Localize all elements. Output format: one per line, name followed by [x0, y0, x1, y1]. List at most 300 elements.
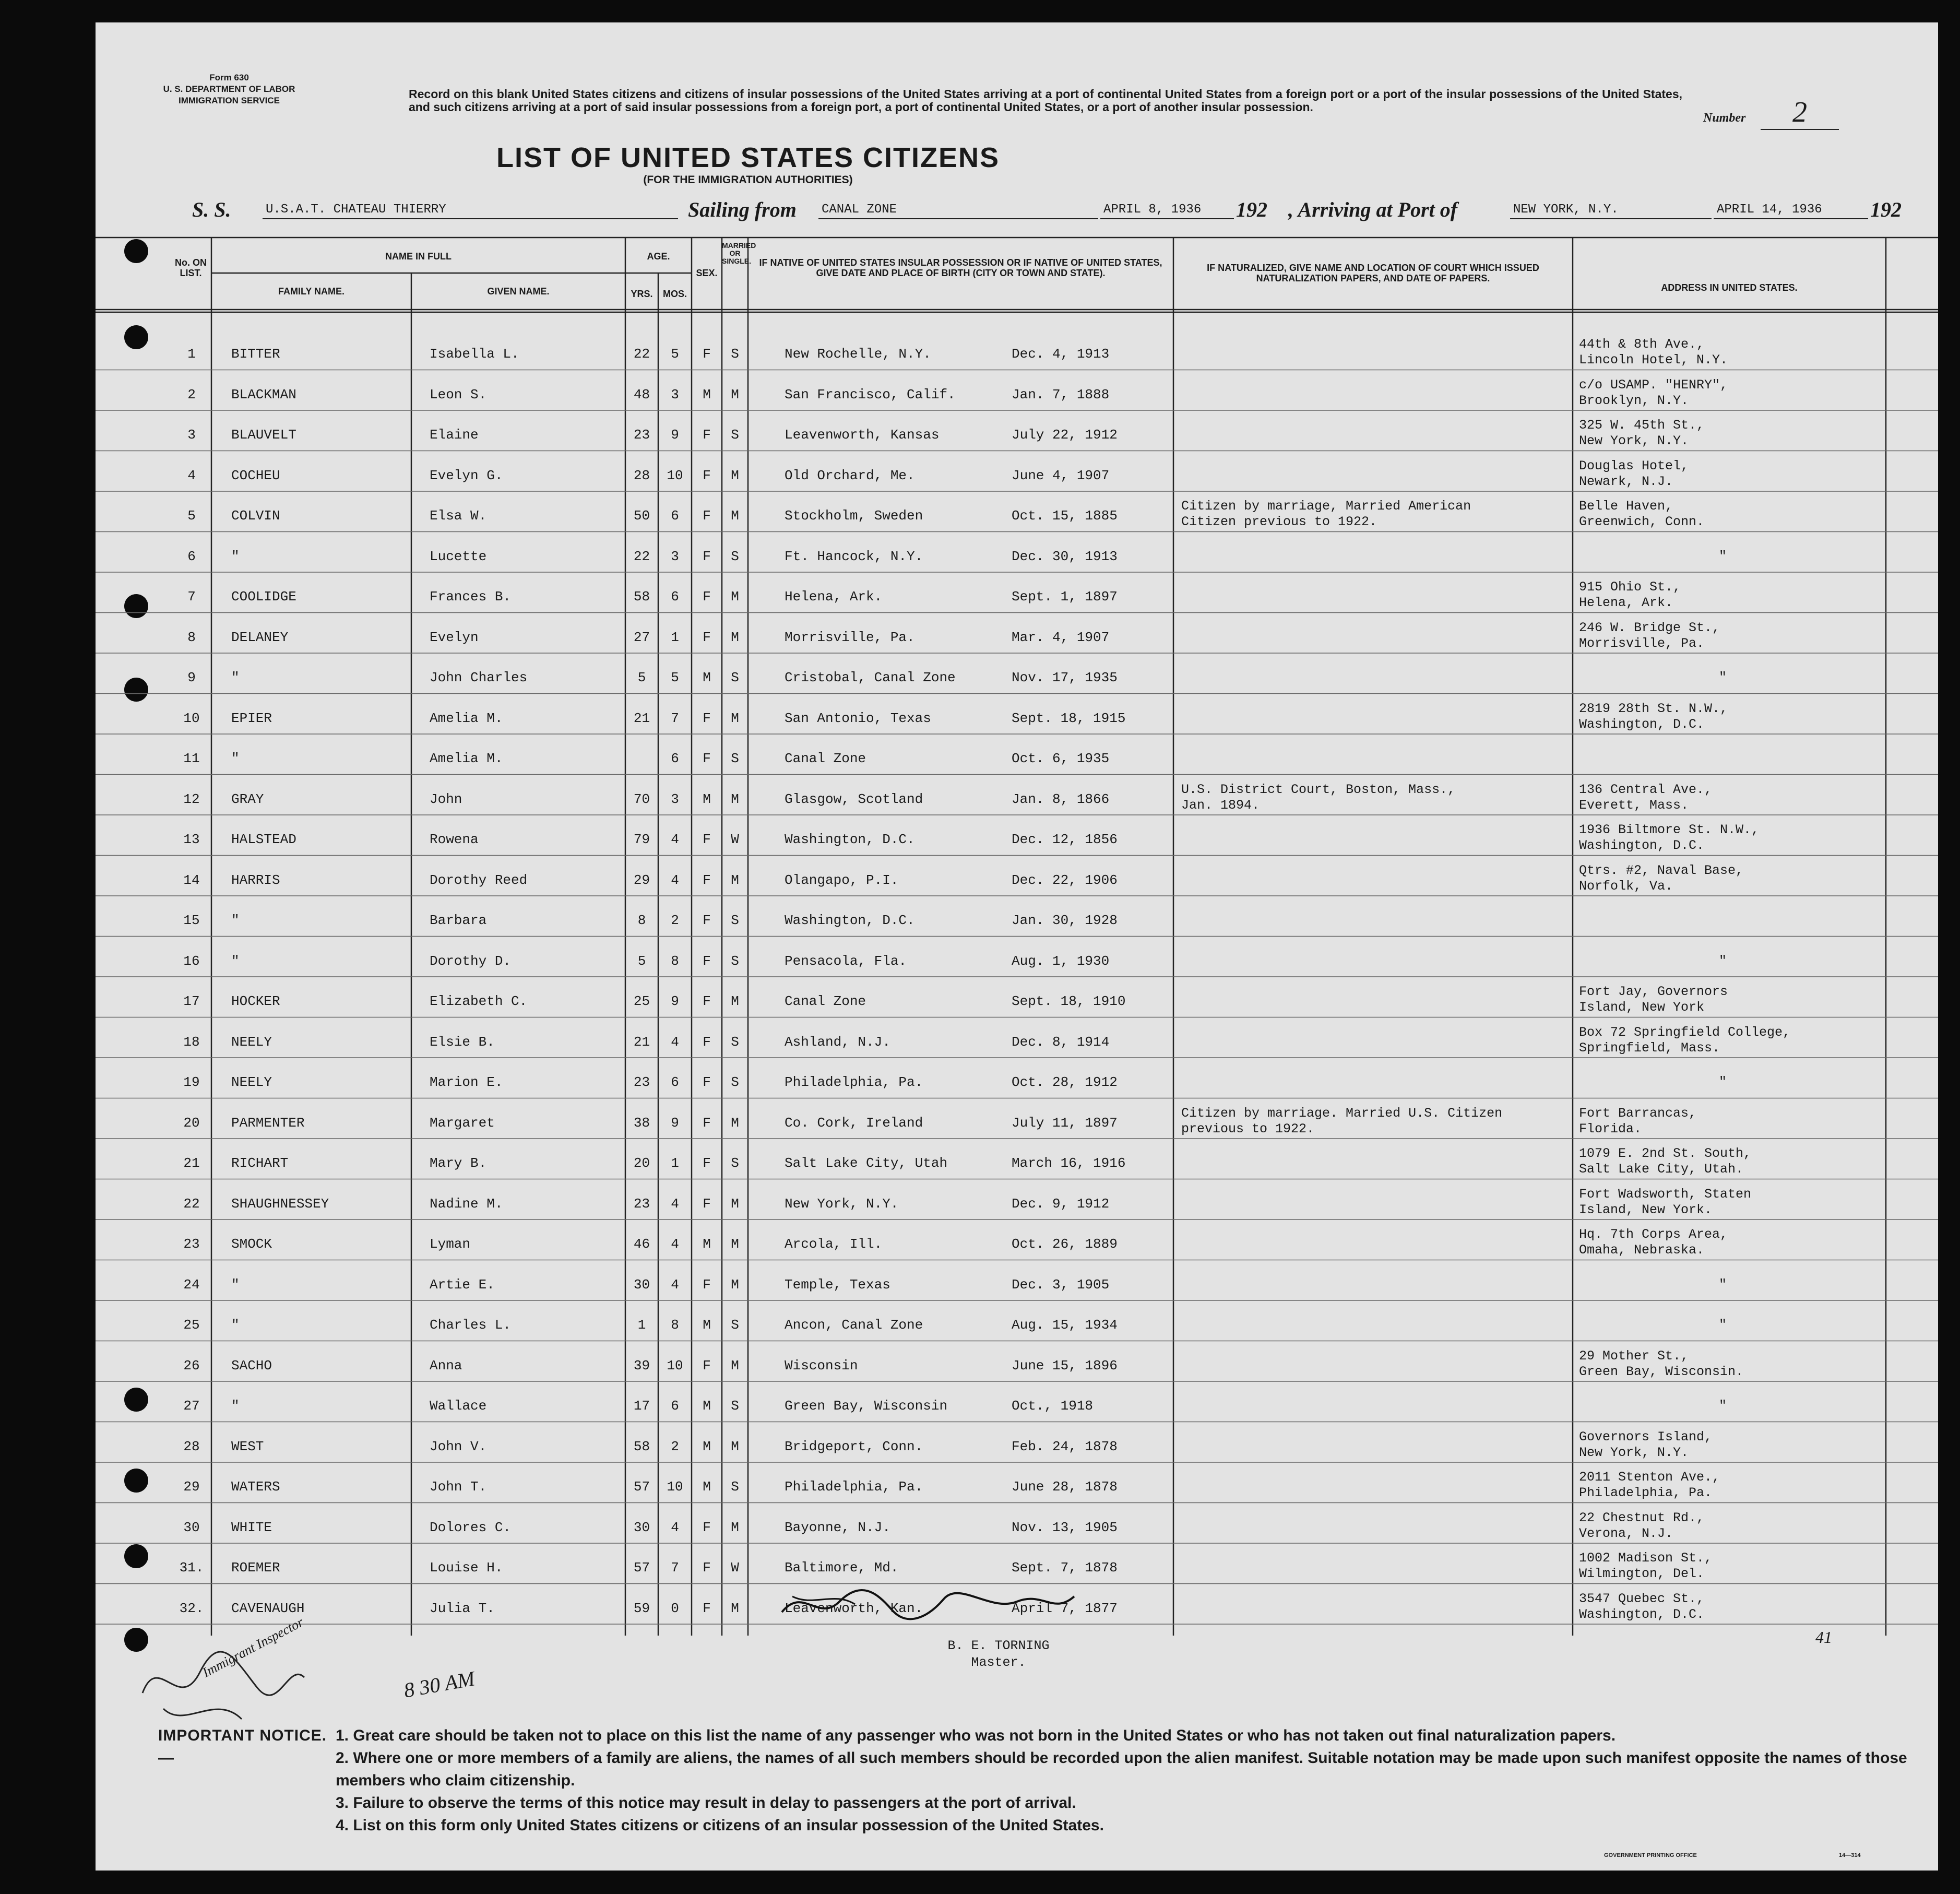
- cell-sex: M: [703, 1236, 711, 1252]
- cell-given: Evelyn: [430, 629, 479, 645]
- cell-ms: S: [731, 751, 739, 766]
- cell-mos: 5: [671, 670, 679, 685]
- cell-no: 25: [183, 1317, 200, 1333]
- cell-date: Dec. 9, 1912: [1012, 1195, 1110, 1212]
- cell-family: ": [231, 1276, 240, 1293]
- cell-address: Wilmington, Del.: [1579, 1566, 1705, 1581]
- sailing-from-label: Sailing from: [688, 198, 797, 221]
- arrival-date: APRIL 14, 1936: [1714, 203, 1868, 219]
- cell-address: 44th & 8th Ave.,: [1579, 337, 1705, 352]
- cell-no: 21: [183, 1155, 200, 1171]
- cell-given: Elaine: [430, 427, 479, 443]
- cell-no: 13: [183, 832, 200, 847]
- cell-mos: 4: [671, 1236, 679, 1252]
- cell-sex: F: [703, 953, 711, 969]
- cell-place: New York, N.Y.: [785, 1195, 899, 1212]
- ss-label: S. S.: [192, 198, 231, 221]
- cell-family: COLVIN: [231, 508, 280, 524]
- cell-ms: S: [731, 1074, 739, 1090]
- cell-yrs: 22: [633, 346, 650, 362]
- cell-given: Amelia M.: [430, 751, 503, 766]
- cell-place: Stockholm, Sweden: [785, 508, 923, 524]
- cell-naturalization: Citizen by marriage, Married American: [1181, 499, 1471, 514]
- notice-heading: IMPORTANT NOTICE.—: [158, 1727, 327, 1767]
- cell-naturalization: Citizen previous to 1922.: [1181, 514, 1377, 529]
- cell-place: Philadelphia, Pa.: [785, 1074, 923, 1090]
- cell-sex: F: [703, 872, 711, 888]
- cell-date: Oct. 28, 1912: [1012, 1074, 1118, 1090]
- cell-sex: F: [703, 346, 711, 362]
- cell-no: 32.: [179, 1600, 204, 1616]
- cell-family: ": [231, 670, 240, 685]
- cell-ms: M: [731, 467, 739, 483]
- cell-place: Pensacola, Fla.: [785, 953, 907, 969]
- cell-ms: S: [731, 953, 739, 969]
- cell-given: Lyman: [430, 1236, 471, 1252]
- cell-address: Fort Barrancas,: [1579, 1105, 1697, 1121]
- cell-yrs: 21: [633, 1034, 650, 1050]
- cell-ms: S: [731, 548, 739, 564]
- cell-family: WHITE: [231, 1519, 272, 1535]
- cell-yrs: 70: [633, 791, 650, 807]
- cell-date: Sept. 18, 1910: [1012, 993, 1126, 1009]
- cell-mos: 9: [671, 1115, 679, 1131]
- cell-given: Charles L.: [430, 1317, 512, 1333]
- cell-place: Leavenworth, Kansas: [785, 427, 940, 443]
- cell-family: BLACKMAN: [231, 386, 296, 403]
- cell-naturalization: U.S. District Court, Boston, Mass.,: [1181, 782, 1456, 797]
- cell-given: Julia T.: [430, 1600, 495, 1616]
- cell-given: John V.: [430, 1438, 487, 1454]
- cell-yrs: 48: [633, 386, 650, 403]
- cell-date: Feb. 24, 1878: [1012, 1438, 1118, 1454]
- cell-date: Dec. 8, 1914: [1012, 1034, 1110, 1050]
- printer-mark: GOVERNMENT PRINTING OFFICE: [1604, 1852, 1697, 1859]
- cell-address: Governors Island,: [1579, 1429, 1713, 1445]
- cell-yrs: 29: [633, 872, 650, 888]
- cell-ms: M: [731, 710, 739, 726]
- cell-address: Greenwich, Conn.: [1579, 514, 1705, 529]
- cell-family: ": [231, 1317, 240, 1333]
- cell-family: RICHART: [231, 1155, 289, 1171]
- cell-place: Bayonne, N.J.: [785, 1519, 890, 1535]
- cell-sex: M: [703, 1317, 711, 1333]
- cell-address: Hq. 7th Corps Area,: [1579, 1227, 1728, 1242]
- cell-no: 12: [183, 791, 200, 807]
- cell-no: 3: [187, 427, 196, 443]
- cell-place: Morrisville, Pa.: [785, 629, 915, 645]
- cell-given: Frances B.: [430, 589, 512, 605]
- cell-mos: 2: [671, 1438, 679, 1454]
- cell-address: Philadelphia, Pa.: [1579, 1485, 1713, 1500]
- cell-given: Anna: [430, 1357, 462, 1374]
- cell-ms: M: [731, 791, 739, 807]
- cell-given: Elsie B.: [430, 1034, 495, 1050]
- cell-address: Green Bay, Wisconsin.: [1579, 1364, 1744, 1379]
- cell-ms: S: [731, 1479, 739, 1495]
- cell-address: Florida.: [1579, 1121, 1642, 1137]
- cell-given: Dolores C.: [430, 1519, 512, 1535]
- cell-naturalization: previous to 1922.: [1181, 1121, 1315, 1137]
- cell-ms: S: [731, 346, 739, 362]
- cell-address: Box 72 Springfield College,: [1579, 1024, 1791, 1040]
- cell-mos: 4: [671, 872, 679, 888]
- cell-address: Salt Lake City, Utah.: [1579, 1162, 1744, 1177]
- cell-date: Dec. 22, 1906: [1012, 872, 1118, 888]
- cell-family: BLAUVELT: [231, 427, 296, 443]
- cell-no: 26: [183, 1357, 200, 1374]
- cell-place: Canal Zone: [785, 993, 866, 1009]
- cell-address: Brooklyn, N.Y.: [1579, 393, 1689, 408]
- cell-address: 2819 28th St. N.W.,: [1579, 701, 1728, 716]
- cell-ms: M: [731, 993, 739, 1009]
- cell-no: 10: [183, 710, 200, 726]
- cell-family: EPIER: [231, 710, 272, 726]
- cell-date: Dec. 4, 1913: [1012, 346, 1110, 362]
- cell-place: San Antonio, Texas: [785, 710, 931, 726]
- cell-no: 9: [187, 670, 196, 685]
- cell-yrs: 23: [633, 1074, 650, 1090]
- cell-date: Dec. 3, 1905: [1012, 1276, 1110, 1293]
- cell-mos: 3: [671, 548, 679, 564]
- cell-family: HARRIS: [231, 872, 280, 888]
- cell-mos: 10: [667, 1479, 683, 1495]
- cell-given: John T.: [430, 1479, 487, 1495]
- cell-yrs: 46: [633, 1236, 650, 1252]
- cell-yrs: 5: [637, 670, 646, 685]
- cell-yrs: 23: [633, 1195, 650, 1212]
- cell-sex: F: [703, 913, 711, 928]
- cell-address: 29 Mother St.,: [1579, 1348, 1689, 1364]
- cell-place: San Francisco, Calif.: [785, 386, 956, 403]
- cell-mos: 6: [671, 751, 679, 766]
- cell-family: GRAY: [231, 791, 264, 807]
- cell-mos: 4: [671, 1519, 679, 1535]
- cell-ms: M: [731, 1276, 739, 1293]
- cell-place: Temple, Texas: [785, 1276, 890, 1293]
- cell-date: Nov. 17, 1935: [1012, 670, 1118, 685]
- cell-mos: 8: [671, 953, 679, 969]
- cell-no: 30: [183, 1519, 200, 1535]
- inspector-note: Immigrant Inspector: [200, 1614, 306, 1680]
- cell-mos: 10: [667, 467, 683, 483]
- cell-family: WEST: [231, 1438, 264, 1454]
- cell-given: Louise H.: [430, 1560, 503, 1576]
- cell-mos: 3: [671, 791, 679, 807]
- cell-address: Fort Wadsworth, Staten: [1579, 1186, 1752, 1202]
- cell-address: 1002 Madison St.,: [1579, 1550, 1713, 1566]
- cell-yrs: 30: [633, 1276, 650, 1293]
- cell-ms: M: [731, 1438, 739, 1454]
- cell-ms: M: [731, 1115, 739, 1131]
- cell-date: July 11, 1897: [1012, 1115, 1118, 1131]
- cell-address: ": [1719, 1276, 1727, 1292]
- service-name: IMMIGRATION SERVICE: [179, 96, 280, 105]
- cell-ms: M: [731, 386, 739, 403]
- cell-given: Mary B.: [430, 1155, 487, 1171]
- header-list-number: No. ON LIST.: [175, 257, 207, 278]
- cell-date: Jan. 30, 1928: [1012, 913, 1118, 928]
- cell-address: Fort Jay, Governors: [1579, 984, 1728, 999]
- cell-place: Olangapo, P.I.: [785, 872, 899, 888]
- cell-family: ": [231, 751, 240, 766]
- cell-place: Canal Zone: [785, 751, 866, 766]
- cell-family: ROEMER: [231, 1560, 280, 1576]
- page-title: LIST OF UNITED STATES CITIZENS: [496, 142, 1000, 173]
- cell-given: Artie E.: [430, 1276, 495, 1293]
- notice-item: 3. Failure to observe the terms of this notice may result in delay to passengers at the port of arrival.: [336, 1794, 1076, 1812]
- cell-ms: S: [731, 1034, 739, 1050]
- form-code: 14—314: [1839, 1852, 1861, 1859]
- cell-address: Island, New York: [1579, 1000, 1705, 1015]
- master-signature: [771, 1581, 1085, 1628]
- cell-ms: M: [731, 1600, 739, 1616]
- cell-yrs: 39: [633, 1357, 650, 1374]
- sailing-port: CANAL ZONE: [818, 203, 1098, 219]
- cell-place: Old Orchard, Me.: [785, 467, 915, 483]
- cell-family: SHAUGHNESSEY: [231, 1195, 329, 1212]
- cell-given: Wallace: [430, 1398, 487, 1414]
- cell-place: Washington, D.C.: [785, 832, 915, 847]
- cell-family: CAVENAUGH: [231, 1600, 305, 1616]
- cell-place: Ashland, N.J.: [785, 1034, 890, 1050]
- cell-address: Island, New York.: [1579, 1202, 1713, 1217]
- cell-mos: 2: [671, 913, 679, 928]
- cell-date: Aug. 15, 1934: [1012, 1317, 1118, 1333]
- cell-yrs: 50: [633, 508, 650, 524]
- cell-place: Arcola, Ill.: [785, 1236, 883, 1252]
- cell-given: John: [430, 791, 462, 807]
- cell-family: HOCKER: [231, 993, 280, 1009]
- cell-given: Margaret: [430, 1115, 495, 1131]
- cell-date: June 28, 1878: [1012, 1479, 1118, 1495]
- cell-address: Omaha, Nebraska.: [1579, 1242, 1705, 1258]
- cell-ms: S: [731, 670, 739, 685]
- cell-yrs: 23: [633, 427, 650, 443]
- cell-no: 7: [187, 589, 196, 605]
- cell-address: ": [1719, 1074, 1727, 1090]
- cell-given: Evelyn G.: [430, 467, 503, 483]
- notice-item: 1. Great care should be taken not to place on this list the name of any passenger who was not born in the United States or who has not taken out final naturalization papers.: [336, 1727, 1616, 1744]
- cell-ms: M: [731, 589, 739, 605]
- arrival-port: NEW YORK, N.Y.: [1510, 203, 1712, 219]
- cell-address: Washington, D.C.: [1579, 716, 1705, 732]
- cell-yrs: 5: [637, 953, 646, 969]
- cell-family: PARMENTER: [231, 1115, 305, 1131]
- cell-given: Barbara: [430, 913, 487, 928]
- cell-ms: M: [731, 1519, 739, 1535]
- cell-no: 8: [187, 629, 196, 645]
- cell-no: 4: [187, 467, 196, 483]
- cell-mos: 5: [671, 346, 679, 362]
- cell-yrs: 1: [637, 1317, 646, 1333]
- cell-yrs: 17: [633, 1398, 650, 1414]
- cell-family: HALSTEAD: [231, 832, 296, 847]
- cell-family: COCHEU: [231, 467, 280, 483]
- notice-item: 4. List on this form only United States citizens or citizens of an insular possession of the United States.: [336, 1817, 1104, 1834]
- cell-ms: M: [731, 1357, 739, 1374]
- cell-date: Sept. 7, 1878: [1012, 1560, 1118, 1576]
- important-notice: [158, 1724, 1922, 1837]
- cell-family: COOLIDGE: [231, 589, 296, 605]
- cell-given: Lucette: [430, 548, 487, 564]
- cell-naturalization: Jan. 1894.: [1181, 797, 1260, 813]
- cell-place: Ft. Hancock, N.Y.: [785, 548, 923, 564]
- master-name: B. E. TORNING: [947, 1638, 1050, 1653]
- cell-sex: F: [703, 993, 711, 1009]
- page-mark: 41: [1815, 1628, 1832, 1647]
- notice-item: 2. Where one or more members of a family are aliens, the names of all such members should be recorded upon the alien manifest. Suitable notation may be made upon such manifest opposite the names of those members who claim citizenship.: [336, 1749, 1907, 1789]
- cell-given: John Charles: [430, 670, 528, 685]
- cell-address: Everett, Mass.: [1579, 797, 1689, 813]
- cell-mos: 1: [671, 1155, 679, 1171]
- cell-no: 24: [183, 1276, 200, 1293]
- time-note: 8 30 AM: [402, 1666, 477, 1702]
- cell-sex: F: [703, 832, 711, 847]
- cell-sex: F: [703, 751, 711, 766]
- cell-sex: F: [703, 629, 711, 645]
- cell-date: Oct. 26, 1889: [1012, 1236, 1118, 1252]
- manifest-sheet: [96, 22, 1938, 1871]
- cell-yrs: 25: [633, 993, 650, 1009]
- header-married-single: MARRIED OR SINGLE.: [722, 241, 756, 265]
- cell-place: Leavenworth, Kan.: [785, 1600, 923, 1616]
- cell-sex: F: [703, 1074, 711, 1090]
- cell-mos: 6: [671, 1074, 679, 1090]
- cell-mos: 8: [671, 1317, 679, 1333]
- cell-sex: F: [703, 1519, 711, 1535]
- ship-name: U.S.A.T. CHATEAU THIERRY: [263, 203, 678, 219]
- cell-place: Salt Lake City, Utah: [785, 1155, 948, 1171]
- cell-mos: 9: [671, 993, 679, 1009]
- cell-sex: F: [703, 1115, 711, 1131]
- cell-date: July 22, 1912: [1012, 427, 1118, 443]
- cell-no: 14: [183, 872, 200, 888]
- cell-date: Mar. 4, 1907: [1012, 629, 1110, 645]
- cell-address: New York, N.Y.: [1579, 433, 1689, 448]
- department-name: U. S. DEPARTMENT OF LABOR: [163, 84, 295, 94]
- cell-address: c/o USAMP. "HENRY",: [1579, 377, 1728, 393]
- cell-mos: 3: [671, 386, 679, 403]
- cell-yrs: 27: [633, 629, 650, 645]
- cell-yrs: 21: [633, 710, 650, 726]
- cell-date: Oct., 1918: [1012, 1398, 1094, 1414]
- cell-date: Aug. 1, 1930: [1012, 953, 1110, 969]
- cell-naturalization: Citizen by marriage. Married U.S. Citizen: [1181, 1105, 1503, 1121]
- cell-given: Amelia M.: [430, 710, 503, 726]
- cell-yrs: 59: [633, 1600, 650, 1616]
- cell-address: 246 W. Bridge St.,: [1579, 620, 1720, 635]
- cell-address: 1936 Biltmore St. N.W.,: [1579, 822, 1760, 837]
- cell-mos: 6: [671, 589, 679, 605]
- cell-no: 19: [183, 1074, 200, 1090]
- cell-yrs: 57: [633, 1560, 650, 1576]
- cell-date: March 16, 1916: [1012, 1155, 1126, 1171]
- cell-mos: 6: [671, 508, 679, 524]
- cell-sex: F: [703, 467, 711, 483]
- cell-given: Isabella L.: [430, 346, 519, 362]
- cell-family: NEELY: [231, 1074, 272, 1090]
- cell-date: Oct. 15, 1885: [1012, 508, 1118, 524]
- cell-yrs: 58: [633, 589, 650, 605]
- cell-address: 3547 Quebec St.,: [1579, 1591, 1705, 1606]
- cell-mos: 6: [671, 1398, 679, 1414]
- cell-sex: M: [703, 386, 711, 403]
- cell-place: Helena, Ark.: [785, 589, 883, 605]
- cell-ms: W: [731, 832, 739, 847]
- cell-address: Belle Haven,: [1579, 499, 1673, 514]
- cell-given: Leon S.: [430, 386, 487, 403]
- cell-address: Springfield, Mass.: [1579, 1040, 1720, 1056]
- cell-sex: F: [703, 1560, 711, 1576]
- cell-sex: F: [703, 1357, 711, 1374]
- cell-no: 11: [183, 751, 200, 766]
- cell-address: ": [1719, 1317, 1727, 1332]
- cell-yrs: 22: [633, 548, 650, 564]
- cell-given: Nadine M.: [430, 1195, 503, 1212]
- cell-ms: M: [731, 1195, 739, 1212]
- cell-address: 22 Chestnut Rd.,: [1579, 1510, 1705, 1525]
- cell-given: Dorothy Reed: [430, 872, 528, 888]
- cell-place: Bridgeport, Conn.: [785, 1438, 923, 1454]
- cell-sex: F: [703, 548, 711, 564]
- header-years: YRS.: [631, 289, 653, 299]
- cell-address: Helena, Ark.: [1579, 595, 1673, 610]
- header-sex: SEX.: [696, 268, 718, 278]
- cell-place: Washington, D.C.: [785, 913, 915, 928]
- cell-address: 1079 E. 2nd St. South,: [1579, 1146, 1752, 1161]
- cell-sex: M: [703, 1479, 711, 1495]
- cell-mos: 4: [671, 832, 679, 847]
- cell-sex: F: [703, 508, 711, 524]
- cell-family: ": [231, 548, 240, 564]
- cell-address: ": [1719, 1398, 1727, 1413]
- cell-address: Washington, D.C.: [1579, 1606, 1705, 1622]
- sailing-date: APRIL 8, 1936: [1100, 203, 1234, 219]
- cell-sex: F: [703, 427, 711, 443]
- cell-date: Nov. 13, 1905: [1012, 1519, 1118, 1535]
- cell-address: ": [1719, 953, 1727, 968]
- cell-sex: F: [703, 1034, 711, 1050]
- header-given-name: GIVEN NAME.: [487, 286, 550, 297]
- cell-ms: S: [731, 427, 739, 443]
- cell-place: Co. Cork, Ireland: [785, 1115, 923, 1131]
- cell-sex: F: [703, 1276, 711, 1293]
- year-prefix-2: 192: [1870, 198, 1902, 221]
- cell-mos: 10: [667, 1357, 683, 1374]
- cell-sex: M: [703, 1398, 711, 1414]
- cell-mos: 4: [671, 1276, 679, 1293]
- cell-date: Sept. 1, 1897: [1012, 589, 1118, 605]
- cell-ms: M: [731, 508, 739, 524]
- cell-sex: F: [703, 710, 711, 726]
- cell-yrs: 79: [633, 832, 650, 847]
- cell-mos: 0: [671, 1600, 679, 1616]
- cell-family: ": [231, 913, 240, 928]
- cell-mos: 1: [671, 629, 679, 645]
- cell-given: Rowena: [430, 832, 479, 847]
- header-birth: IF NATIVE OF UNITED STATES INSULAR POSSESSION OR IF NATIVE OF UNITED STATES, GIVE DATE AND PLACE OF BIRTH (CITY OR TOWN AND STATE).: [759, 257, 1162, 278]
- cell-place: Cristobal, Canal Zone: [785, 670, 956, 685]
- header-family-name: FAMILY NAME.: [278, 286, 345, 297]
- cell-no: 5: [187, 508, 196, 524]
- signature-scrawl: [771, 1581, 1085, 1628]
- cell-address: 136 Central Ave.,: [1579, 782, 1713, 797]
- cell-no: 27: [183, 1398, 200, 1414]
- cell-yrs: 20: [633, 1155, 650, 1171]
- cell-family: ": [231, 953, 240, 969]
- cell-mos: 4: [671, 1195, 679, 1212]
